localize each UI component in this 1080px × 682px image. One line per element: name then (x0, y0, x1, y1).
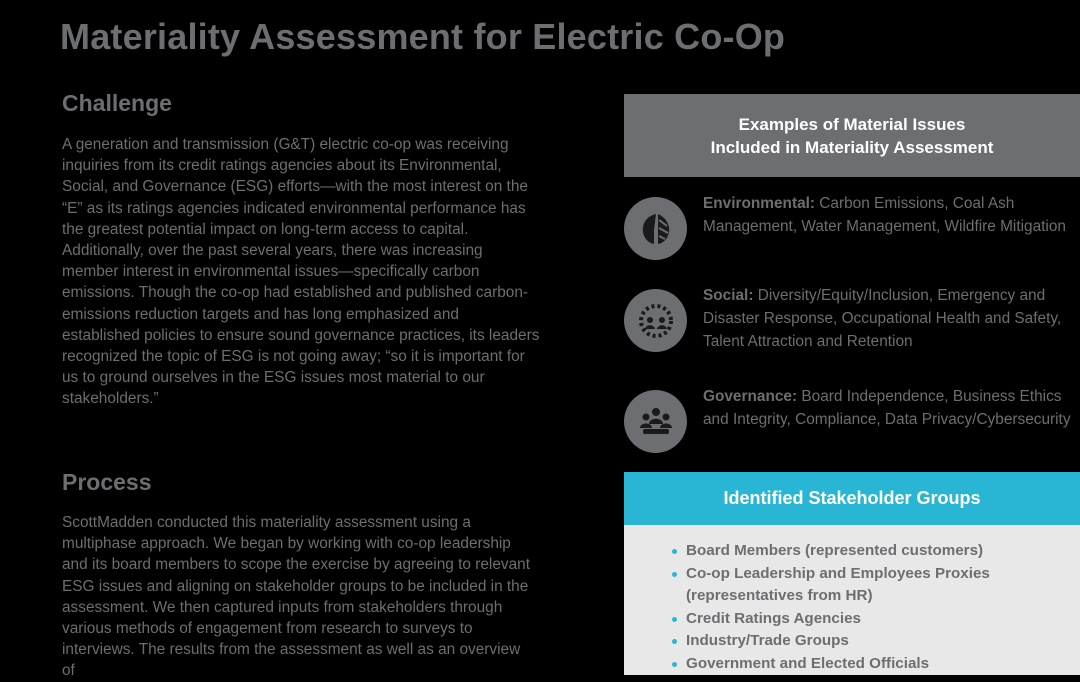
issue-social-label: Social: (703, 287, 754, 304)
issue-environmental-desc: Carbon Emissions, Coal Ash Management, Water Management, Wildfire Mitigation (703, 195, 1066, 235)
leaf-icon (624, 197, 687, 260)
issue-governance-text (703, 385, 1080, 431)
issue-governance-desc: Board Independence, Business Ethics and Integrity, Compliance, Data Privacy/Cybersecurity (703, 388, 1071, 428)
process-body (62, 512, 532, 682)
community-icon (624, 289, 687, 352)
list-item: Government and Elected Officials (672, 653, 1072, 676)
challenge-paragraph: A generation and transmission (G&T) electric co-op was receiving inquiries from its credit ratings agencies about its Environmental, Social, and Governance (ESG) efforts—with the most interest on the “E” as its ratings agencies indicated environmental performance has the greatest potential impact on long-term access to capital. Additionally, over the past several years, there was increasing member interest in environmental issues—specifically carbon emissions. Though the co-op had established and published carbon-emissions reduction targets and has long emphasized and established policies to ensure sound governance practices, its leaders recognized the topic of ESG is not going away; “so it is important for us to ground ourselves in the ESG issues most material to our stakeholders.” (62, 136, 540, 408)
challenge-body (62, 134, 540, 410)
stakeholder-list (672, 540, 1072, 676)
meeting-icon (624, 390, 687, 453)
material-issues-header (624, 94, 1080, 177)
list-item: Credit Ratings Agencies (672, 608, 1072, 631)
issue-social-text (703, 284, 1080, 353)
list-item: Co-op Leadership and Employees Proxies (representatives from HR) (672, 563, 1072, 608)
challenge-heading: Challenge (62, 90, 172, 116)
issue-governance-label: Governance: (703, 388, 798, 405)
list-item: Board Members (represented customers) (672, 540, 1072, 563)
list-item: Industry/Trade Groups (672, 630, 1072, 653)
page-title: Materiality Assessment for Electric Co-Op (60, 16, 786, 57)
process-paragraph: ScottMadden conducted this materiality assessment using a multiphase approach. We began by working with co-op leadership and its board members to scope the exercise by agreeing to relevant ESG issues and aligning on stakeholder groups to be included in the assessment. We then captured inputs from stakeholders through various methods of engagement from research to surveys to interviews. The results from the assessment as well as an overview of (62, 514, 530, 680)
material-issues-header-line2: Included in Materiality Assessment (710, 137, 994, 157)
issue-environmental-label: Environmental: (703, 195, 816, 212)
process-heading: Process (62, 469, 152, 495)
stakeholder-groups-header: Identified Stakeholder Groups (624, 472, 1080, 525)
issue-social-desc: Diversity/Equity/Inclusion, Emergency and Disaster Response, Occupational Health and Safety, Talent Attraction and Retention (703, 287, 1062, 350)
material-issues-header-line1: Examples of Material Issues (738, 114, 966, 134)
issue-environmental-text (703, 192, 1080, 238)
stakeholder-groups-panel (624, 525, 1080, 675)
